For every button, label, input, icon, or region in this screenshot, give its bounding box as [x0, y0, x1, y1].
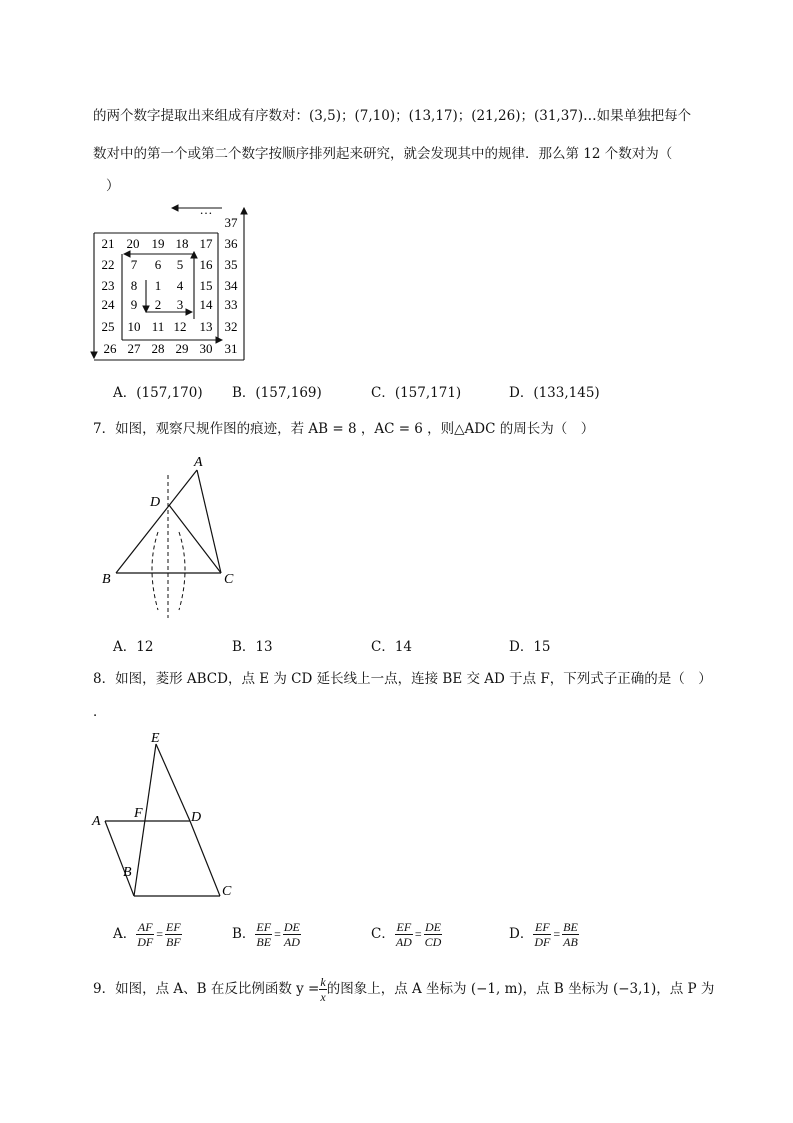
denominator: BE — [256, 935, 272, 949]
grid-cell: 20 — [126, 236, 140, 251]
option-letter: B． — [232, 926, 256, 942]
label-c: C — [224, 572, 234, 587]
grid-cell: 14 — [199, 297, 213, 312]
q7-option-d[interactable]: D．15 — [509, 639, 551, 655]
grid-cell: 31 — [224, 341, 238, 356]
spiral-number-grid — [88, 200, 258, 368]
grid-cell: 9 — [130, 297, 138, 312]
label-a: A — [194, 455, 203, 470]
denominator: AB — [563, 935, 578, 949]
label-d: D — [150, 495, 161, 510]
segment-ed — [156, 744, 190, 821]
q9-stem-part-a: 9．如图，点 A、B 在反比例函数 y = — [93, 981, 320, 997]
grid-cell: 2 — [154, 297, 162, 312]
grid-cell: 32 — [224, 319, 238, 334]
grid-cell: 10 — [127, 319, 141, 334]
q7-option-a[interactable]: A．12 — [113, 639, 154, 655]
segment-ab — [105, 821, 134, 896]
fraction — [562, 920, 579, 949]
denominator: DF — [534, 935, 551, 949]
grid-cell: 17 — [199, 236, 213, 251]
grid-cell: 16 — [199, 257, 213, 272]
grid-cell: 22 — [101, 257, 115, 272]
grid-cell: 12 — [173, 319, 187, 334]
q8-stem: 8．如图，菱形 ABCD，点 E 为 CD 延长线上一点，连接 BE 交 AD 于点 F，下列式子正确的是（ ） — [93, 671, 712, 687]
grid-cell: 8 — [130, 278, 138, 293]
denominator: AD — [283, 935, 300, 949]
label-d: D — [191, 810, 202, 825]
label-f: F — [134, 806, 143, 821]
grid-cell: 37 — [224, 215, 238, 230]
grid-cell: 3 — [176, 297, 184, 312]
q6-line2: 数对中的第一个或第二个数字按顺序排列起来研究，就会发现其中的规律．那么第 12 个数对为（ — [93, 146, 673, 162]
fraction — [136, 920, 154, 949]
q9-stem-part-b: 的图象上，点 A 坐标为 (−1, m)，点 B 坐标为 (−3,1)，点 P 为 — [326, 981, 715, 997]
grid-cell: 24 — [101, 297, 115, 312]
q8-option-c[interactable] — [371, 920, 442, 949]
label-c: C — [222, 884, 232, 899]
grid-cell: 33 — [224, 297, 238, 312]
label-b: B — [102, 572, 111, 587]
q6-option-c[interactable]: C．(157,171) — [371, 385, 462, 401]
grid-cell: 11 — [151, 319, 165, 334]
q8-option-b[interactable] — [232, 920, 301, 949]
segment-dc — [190, 821, 220, 896]
grid-cell: 36 — [224, 236, 238, 251]
grid-cell: 29 — [175, 341, 189, 356]
label-e: E — [151, 731, 160, 746]
q7-option-b[interactable]: B．13 — [232, 639, 273, 655]
equals-sign: = — [274, 927, 281, 941]
fraction-k-over-x — [319, 975, 326, 1004]
q7-option-c[interactable]: C．14 — [371, 639, 413, 655]
q6-option-a[interactable]: A．(157,170) — [113, 385, 203, 401]
grid-cell: 21 — [101, 236, 115, 251]
numerator: DE — [283, 920, 300, 934]
grid-cell: 30 — [199, 341, 213, 356]
option-letter: A． — [113, 926, 137, 942]
q9-stem — [93, 975, 714, 1004]
grid-cell: 19 — [151, 236, 165, 251]
arc-left — [152, 532, 158, 610]
segment-ba — [116, 470, 197, 573]
grid-cell: 27 — [127, 341, 141, 356]
option-letter: D． — [509, 926, 534, 942]
denominator: x — [320, 990, 326, 1004]
grid-cell: 7 — [130, 257, 138, 272]
grid-cell: 35 — [224, 257, 238, 272]
q8-stem-tail: ． — [93, 704, 107, 720]
grid-cell: 26 — [103, 341, 117, 356]
grid-cell: 6 — [154, 257, 162, 272]
fraction — [165, 920, 182, 949]
q6-line3: ） — [106, 178, 120, 194]
numerator: EF — [534, 920, 550, 934]
grid-cell: 4 — [176, 278, 184, 293]
label-b: B — [123, 865, 132, 880]
equals-sign: = — [156, 927, 164, 941]
fraction — [424, 920, 443, 949]
q6-line1: 的两个数字提取出来组成有序数对：(3,5)；(7,10)；(13,17)；(21,26)；(31,37)…如果单独把每个 — [93, 108, 692, 124]
grid-cell: 25 — [101, 319, 115, 334]
numerator: k — [320, 975, 326, 989]
numerator: EF — [256, 920, 272, 934]
grid-ellipsis: … — [199, 202, 213, 217]
q8-option-d[interactable] — [509, 920, 579, 949]
grid-cell: 5 — [176, 257, 184, 272]
numerator: EF — [166, 920, 181, 934]
arc-right — [179, 532, 185, 610]
fraction — [533, 920, 551, 949]
fraction — [255, 920, 272, 949]
grid-cell: 34 — [224, 278, 238, 293]
fraction — [395, 920, 413, 949]
numerator: DE — [424, 920, 441, 934]
numerator: BE — [563, 920, 578, 934]
fraction — [283, 920, 301, 949]
q7-stem: 7．如图，观察尺规作图的痕迹，若 AB = 8 ，AC = 6 ，则△ADC 的周长为（ ） — [93, 421, 595, 437]
q8-option-a[interactable] — [113, 920, 182, 949]
q6-option-b[interactable]: B．(157,169) — [232, 385, 322, 401]
numerator: EF — [396, 920, 412, 934]
grid-cell: 28 — [151, 341, 165, 356]
numerator: AF — [137, 920, 153, 934]
grid-cell: 13 — [199, 319, 213, 334]
denominator: BF — [166, 935, 181, 949]
option-letter: C． — [371, 926, 395, 942]
equals-sign: = — [414, 927, 422, 941]
q8-rhombus-figure — [90, 728, 250, 899]
q6-option-d[interactable]: D．(133,145) — [509, 385, 600, 401]
grid-cell: 15 — [199, 278, 213, 293]
grid-cell: 23 — [101, 278, 115, 293]
q7-compass-construction-figure — [96, 450, 246, 620]
denominator: AD — [395, 935, 412, 949]
equals-sign: = — [553, 927, 561, 941]
grid-cell: 1 — [154, 278, 162, 293]
grid-cell: 18 — [175, 236, 189, 251]
denominator: DF — [137, 935, 154, 949]
label-a: A — [92, 814, 101, 829]
denominator: CD — [424, 935, 442, 949]
